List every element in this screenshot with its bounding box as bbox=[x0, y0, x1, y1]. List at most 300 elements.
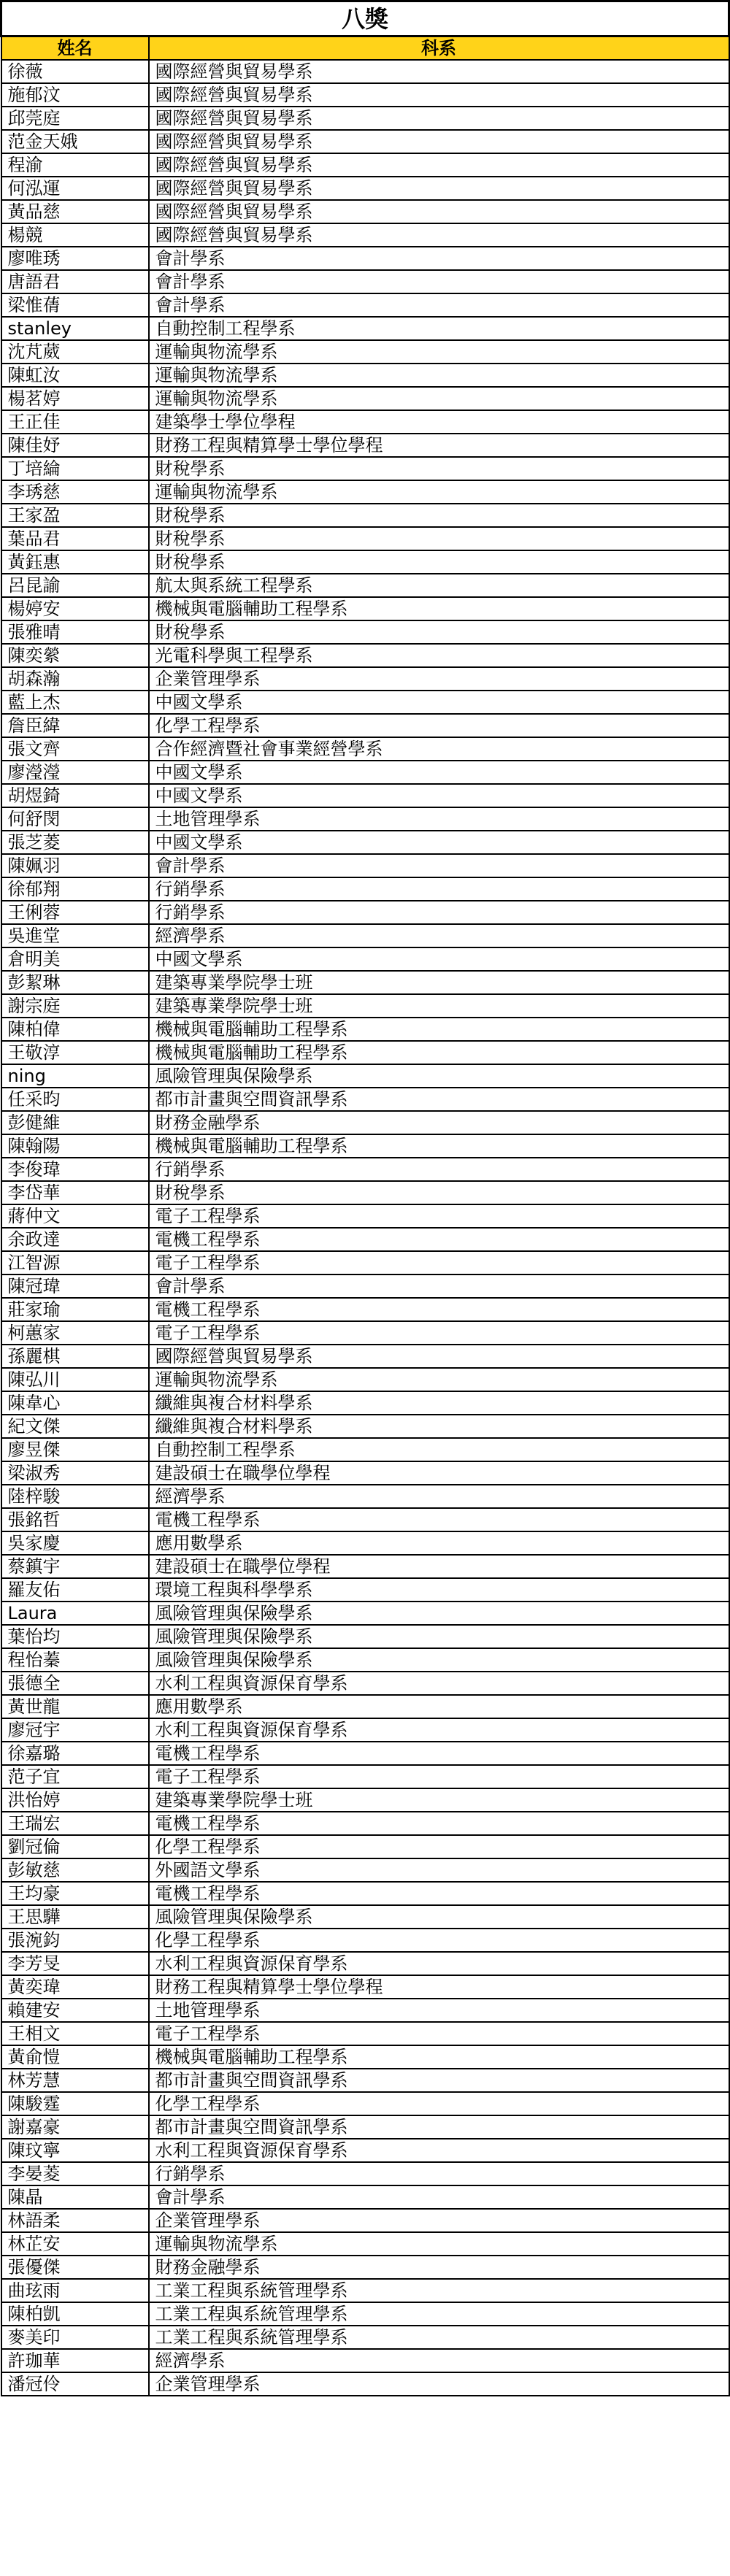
table-row bbox=[1, 971, 729, 994]
table-row bbox=[1, 947, 729, 971]
table-row bbox=[1, 1461, 729, 1485]
table-row bbox=[1, 2232, 729, 2256]
dept-cell: 電子工程學系 bbox=[149, 2022, 729, 2045]
table-row bbox=[1, 901, 729, 924]
dept-cell: 企業管理學系 bbox=[149, 2209, 729, 2232]
table-row bbox=[1, 807, 729, 831]
table-row bbox=[1, 761, 729, 784]
dept-cell: 建設碩士在職學位學程 bbox=[149, 1461, 729, 1485]
table-row bbox=[1, 1975, 729, 1999]
name-cell: 黃鈺惠 bbox=[1, 550, 149, 574]
name-cell: 陳韋心 bbox=[1, 1391, 149, 1415]
title-row bbox=[1, 1, 729, 36]
name-cell: 葉怡均 bbox=[1, 1625, 149, 1648]
table-row bbox=[1, 1742, 729, 1765]
table-row bbox=[1, 877, 729, 901]
name-cell: 楊茗婷 bbox=[1, 387, 149, 410]
dept-cell: 工業工程與系統管理學系 bbox=[149, 2279, 729, 2302]
name-cell: 潘冠伶 bbox=[1, 2372, 149, 2396]
table-row bbox=[1, 527, 729, 550]
name-cell: 范子宜 bbox=[1, 1765, 149, 1788]
dept-cell: 運輸與物流學系 bbox=[149, 480, 729, 504]
dept-cell: 財務金融學系 bbox=[149, 1111, 729, 1134]
dept-cell: 水利工程與資源保育學系 bbox=[149, 1718, 729, 1742]
name-cell: 孫麗棋 bbox=[1, 1345, 149, 1368]
dept-cell: 企業管理學系 bbox=[149, 667, 729, 691]
header-dept: 科系 bbox=[149, 36, 729, 61]
table-row bbox=[1, 130, 729, 153]
name-cell: 羅友佑 bbox=[1, 1578, 149, 1602]
name-cell: 林芷安 bbox=[1, 2232, 149, 2256]
name-cell: 葉品君 bbox=[1, 527, 149, 550]
name-cell: 倉明美 bbox=[1, 947, 149, 971]
dept-cell: 合作經濟暨社會事業經營學系 bbox=[149, 737, 729, 761]
dept-cell: 光電科學與工程學系 bbox=[149, 644, 729, 667]
table-row bbox=[1, 1578, 729, 1602]
dept-cell: 財務工程與精算學士學位學程 bbox=[149, 1975, 729, 1999]
table-row bbox=[1, 247, 729, 270]
dept-cell: 會計學系 bbox=[149, 854, 729, 877]
table-row bbox=[1, 1415, 729, 1438]
dept-cell: 運輸與物流學系 bbox=[149, 2232, 729, 2256]
dept-cell: 電子工程學系 bbox=[149, 1251, 729, 1274]
table-row bbox=[1, 620, 729, 644]
table-row bbox=[1, 83, 729, 107]
table-row bbox=[1, 1648, 729, 1672]
dept-cell: 水利工程與資源保育學系 bbox=[149, 2139, 729, 2162]
table-row bbox=[1, 1251, 729, 1274]
dept-cell: 外國語文學系 bbox=[149, 1858, 729, 1882]
name-cell: 李琇慈 bbox=[1, 480, 149, 504]
dept-cell: 國際經營與貿易學系 bbox=[149, 1345, 729, 1368]
dept-cell: 會計學系 bbox=[149, 2185, 729, 2209]
name-cell: 陳柏凱 bbox=[1, 2302, 149, 2326]
dept-cell: 航太與系統工程學系 bbox=[149, 574, 729, 597]
name-cell: 王正佳 bbox=[1, 410, 149, 434]
table-row bbox=[1, 1018, 729, 1041]
name-cell: 柯蕙家 bbox=[1, 1321, 149, 1345]
table-row bbox=[1, 1111, 729, 1134]
table-row bbox=[1, 2045, 729, 2069]
name-cell: 陳虹汝 bbox=[1, 364, 149, 387]
dept-cell: 會計學系 bbox=[149, 293, 729, 317]
dept-cell: 經濟學系 bbox=[149, 924, 729, 947]
table-row bbox=[1, 1695, 729, 1718]
dept-cell: 中國文學系 bbox=[149, 691, 729, 714]
dept-cell: 機械與電腦輔助工程學系 bbox=[149, 1018, 729, 1041]
dept-cell: 化學工程學系 bbox=[149, 1929, 729, 1952]
dept-cell: 建築專業學院學士班 bbox=[149, 994, 729, 1018]
dept-cell: 中國文學系 bbox=[149, 831, 729, 854]
dept-cell: 財稅學系 bbox=[149, 1181, 729, 1204]
dept-cell: 國際經營與貿易學系 bbox=[149, 130, 729, 153]
table-row bbox=[1, 340, 729, 364]
table-row bbox=[1, 1181, 729, 1204]
table-row bbox=[1, 1274, 729, 1298]
table-row bbox=[1, 737, 729, 761]
name-cell: 張涴鈞 bbox=[1, 1929, 149, 1952]
table-row bbox=[1, 410, 729, 434]
dept-cell: 機械與電腦輔助工程學系 bbox=[149, 2045, 729, 2069]
dept-cell: 行銷學系 bbox=[149, 1158, 729, 1181]
name-cell: 徐嘉璐 bbox=[1, 1742, 149, 1765]
name-cell: 黃品慈 bbox=[1, 200, 149, 223]
dept-cell: 財稅學系 bbox=[149, 550, 729, 574]
dept-cell: 運輸與物流學系 bbox=[149, 387, 729, 410]
name-cell: 徐郁翔 bbox=[1, 877, 149, 901]
dept-cell: 國際經營與貿易學系 bbox=[149, 153, 729, 177]
name-cell: 吳進堂 bbox=[1, 924, 149, 947]
table-row bbox=[1, 177, 729, 200]
name-cell: 莊家瑜 bbox=[1, 1298, 149, 1321]
dept-cell: 會計學系 bbox=[149, 270, 729, 293]
dept-cell: 風險管理與保險學系 bbox=[149, 1905, 729, 1929]
dept-cell: 機械與電腦輔助工程學系 bbox=[149, 1134, 729, 1158]
table-row bbox=[1, 1298, 729, 1321]
table-row bbox=[1, 1368, 729, 1391]
dept-cell: 財稅學系 bbox=[149, 504, 729, 527]
dept-cell: 會計學系 bbox=[149, 1274, 729, 1298]
table-row bbox=[1, 2022, 729, 2045]
name-cell: 王相文 bbox=[1, 2022, 149, 2045]
dept-cell: 電子工程學系 bbox=[149, 1765, 729, 1788]
dept-cell: 建設碩士在職學位學程 bbox=[149, 1555, 729, 1578]
name-cell: 王瑞宏 bbox=[1, 1812, 149, 1835]
name-cell: 張優傑 bbox=[1, 2256, 149, 2279]
dept-cell: 中國文學系 bbox=[149, 947, 729, 971]
table-row bbox=[1, 1718, 729, 1742]
dept-cell: 水利工程與資源保育學系 bbox=[149, 1952, 729, 1975]
dept-cell: 環境工程與科學學系 bbox=[149, 1578, 729, 1602]
dept-cell: 工業工程與系統管理學系 bbox=[149, 2326, 729, 2349]
name-cell: 詹臣緯 bbox=[1, 714, 149, 737]
name-cell: 廖冠宇 bbox=[1, 1718, 149, 1742]
table-row bbox=[1, 2326, 729, 2349]
table-row bbox=[1, 597, 729, 620]
dept-cell: 國際經營與貿易學系 bbox=[149, 107, 729, 130]
name-cell: 程怡蓁 bbox=[1, 1648, 149, 1672]
name-cell: 廖瀅瀅 bbox=[1, 761, 149, 784]
table-row bbox=[1, 1999, 729, 2022]
table-row bbox=[1, 2185, 729, 2209]
dept-cell: 財稅學系 bbox=[149, 620, 729, 644]
table-row bbox=[1, 644, 729, 667]
name-cell: 紀文傑 bbox=[1, 1415, 149, 1438]
dept-cell: 運輸與物流學系 bbox=[149, 1368, 729, 1391]
name-cell: 劉冠倫 bbox=[1, 1835, 149, 1858]
dept-cell: 經濟學系 bbox=[149, 1485, 729, 1508]
table-row bbox=[1, 387, 729, 410]
table-row bbox=[1, 2302, 729, 2326]
dept-cell: 應用數學系 bbox=[149, 1531, 729, 1555]
name-cell: 廖昱傑 bbox=[1, 1438, 149, 1461]
dept-cell: 都市計畫與空間資訊學系 bbox=[149, 2115, 729, 2139]
name-cell: 陳玟寧 bbox=[1, 2139, 149, 2162]
table-row bbox=[1, 223, 729, 247]
dept-cell: 行銷學系 bbox=[149, 901, 729, 924]
name-cell: 曲玹雨 bbox=[1, 2279, 149, 2302]
table-row bbox=[1, 550, 729, 574]
dept-cell: 建築專業學院學士班 bbox=[149, 971, 729, 994]
table-row bbox=[1, 1391, 729, 1415]
table-row bbox=[1, 1882, 729, 1905]
name-cell: 廖唯琇 bbox=[1, 247, 149, 270]
dept-cell: 財務工程與精算學士學位學程 bbox=[149, 434, 729, 457]
name-cell: 王思驊 bbox=[1, 1905, 149, 1929]
dept-cell: 經濟學系 bbox=[149, 2349, 729, 2372]
name-cell: 楊競 bbox=[1, 223, 149, 247]
table-row bbox=[1, 504, 729, 527]
dept-cell: 財務金融學系 bbox=[149, 2256, 729, 2279]
name-cell: 唐語君 bbox=[1, 270, 149, 293]
table-row bbox=[1, 1555, 729, 1578]
name-cell: 王敬淳 bbox=[1, 1041, 149, 1064]
table-row bbox=[1, 2372, 729, 2396]
table-row bbox=[1, 60, 729, 83]
header-row bbox=[1, 36, 729, 61]
table-row bbox=[1, 1672, 729, 1695]
dept-cell: 風險管理與保險學系 bbox=[149, 1064, 729, 1088]
name-cell: 任采昀 bbox=[1, 1088, 149, 1111]
name-cell: 林芳慧 bbox=[1, 2069, 149, 2092]
table-row bbox=[1, 1905, 729, 1929]
dept-cell: 都市計畫與空間資訊學系 bbox=[149, 1088, 729, 1111]
name-cell: 陳冠瑋 bbox=[1, 1274, 149, 1298]
table-row bbox=[1, 480, 729, 504]
name-cell: 李俊瑋 bbox=[1, 1158, 149, 1181]
name-cell: Laura bbox=[1, 1602, 149, 1625]
table-row bbox=[1, 1064, 729, 1088]
dept-cell: 土地管理學系 bbox=[149, 1999, 729, 2022]
table-row bbox=[1, 2139, 729, 2162]
table-row bbox=[1, 854, 729, 877]
name-cell: 陳奕縈 bbox=[1, 644, 149, 667]
dept-cell: 風險管理與保險學系 bbox=[149, 1602, 729, 1625]
name-cell: 林語柔 bbox=[1, 2209, 149, 2232]
name-cell: 王俐蓉 bbox=[1, 901, 149, 924]
name-cell: 張芝菱 bbox=[1, 831, 149, 854]
dept-cell: 建築學士學位學程 bbox=[149, 410, 729, 434]
dept-cell: 運輸與物流學系 bbox=[149, 364, 729, 387]
dept-cell: 電子工程學系 bbox=[149, 1204, 729, 1228]
sheet-title: 八獎 bbox=[1, 1, 729, 36]
dept-cell: 行銷學系 bbox=[149, 2162, 729, 2185]
dept-cell: 中國文學系 bbox=[149, 784, 729, 807]
name-cell: 江智源 bbox=[1, 1251, 149, 1274]
name-cell: 呂昆諭 bbox=[1, 574, 149, 597]
dept-cell: 土地管理學系 bbox=[149, 807, 729, 831]
table-row bbox=[1, 2092, 729, 2115]
table-row bbox=[1, 2279, 729, 2302]
table-row bbox=[1, 457, 729, 480]
name-cell: 沈芃葳 bbox=[1, 340, 149, 364]
name-cell: ning bbox=[1, 1064, 149, 1088]
dept-cell: 建築專業學院學士班 bbox=[149, 1788, 729, 1812]
dept-cell: 化學工程學系 bbox=[149, 714, 729, 737]
dept-cell: 運輸與物流學系 bbox=[149, 340, 729, 364]
dept-cell: 電機工程學系 bbox=[149, 1812, 729, 1835]
name-cell: 梁淑秀 bbox=[1, 1461, 149, 1485]
name-cell: 胡森瀚 bbox=[1, 667, 149, 691]
dept-cell: 電子工程學系 bbox=[149, 1321, 729, 1345]
name-cell: 何泓運 bbox=[1, 177, 149, 200]
dept-cell: 電機工程學系 bbox=[149, 1228, 729, 1251]
table-row bbox=[1, 1134, 729, 1158]
name-cell: 蔡鎮宇 bbox=[1, 1555, 149, 1578]
name-cell: 王均豪 bbox=[1, 1882, 149, 1905]
name-cell: 陸梓駿 bbox=[1, 1485, 149, 1508]
name-cell: 范金天娥 bbox=[1, 130, 149, 153]
table-row bbox=[1, 317, 729, 340]
dept-cell: 電機工程學系 bbox=[149, 1882, 729, 1905]
name-cell: 張雅晴 bbox=[1, 620, 149, 644]
table-row bbox=[1, 1929, 729, 1952]
name-cell: stanley bbox=[1, 317, 149, 340]
dept-cell: 電機工程學系 bbox=[149, 1742, 729, 1765]
name-cell: 胡煜錡 bbox=[1, 784, 149, 807]
name-cell: 黃世龍 bbox=[1, 1695, 149, 1718]
name-cell: 謝嘉豪 bbox=[1, 2115, 149, 2139]
dept-cell: 電機工程學系 bbox=[149, 1508, 729, 1531]
name-cell: 藍上杰 bbox=[1, 691, 149, 714]
name-cell: 彭敏慈 bbox=[1, 1858, 149, 1882]
dept-cell: 應用數學系 bbox=[149, 1695, 729, 1718]
table-row bbox=[1, 153, 729, 177]
table-row bbox=[1, 2069, 729, 2092]
table-row bbox=[1, 2349, 729, 2372]
table-row bbox=[1, 831, 729, 854]
table-row bbox=[1, 107, 729, 130]
table-row bbox=[1, 1088, 729, 1111]
table-row bbox=[1, 1345, 729, 1368]
name-cell: 麥美印 bbox=[1, 2326, 149, 2349]
dept-cell: 電機工程學系 bbox=[149, 1298, 729, 1321]
name-cell: 陳佳妤 bbox=[1, 434, 149, 457]
name-cell: 洪怡婷 bbox=[1, 1788, 149, 1812]
name-cell: 賴建安 bbox=[1, 1999, 149, 2022]
dept-cell: 中國文學系 bbox=[149, 761, 729, 784]
dept-cell: 都市計畫與空間資訊學系 bbox=[149, 2069, 729, 2092]
dept-cell: 國際經營與貿易學系 bbox=[149, 60, 729, 83]
table-row bbox=[1, 1321, 729, 1345]
name-cell: 何舒閔 bbox=[1, 807, 149, 831]
name-cell: 黃俞愷 bbox=[1, 2045, 149, 2069]
name-cell: 蔣仲文 bbox=[1, 1204, 149, 1228]
table-row bbox=[1, 574, 729, 597]
dept-cell: 機械與電腦輔助工程學系 bbox=[149, 597, 729, 620]
table-row bbox=[1, 270, 729, 293]
dept-cell: 纖維與複合材料學系 bbox=[149, 1391, 729, 1415]
table-row bbox=[1, 714, 729, 737]
name-cell: 彭健維 bbox=[1, 1111, 149, 1134]
dept-cell: 機械與電腦輔助工程學系 bbox=[149, 1041, 729, 1064]
name-cell: 楊婷安 bbox=[1, 597, 149, 620]
table-row bbox=[1, 1952, 729, 1975]
name-cell: 李芳旻 bbox=[1, 1952, 149, 1975]
dept-cell: 自動控制工程學系 bbox=[149, 1438, 729, 1461]
table-row bbox=[1, 434, 729, 457]
dept-cell: 自動控制工程學系 bbox=[149, 317, 729, 340]
dept-cell: 纖維與複合材料學系 bbox=[149, 1415, 729, 1438]
table-row bbox=[1, 1228, 729, 1251]
name-cell: 陳姵羽 bbox=[1, 854, 149, 877]
dept-cell: 化學工程學系 bbox=[149, 1835, 729, 1858]
table-row bbox=[1, 1531, 729, 1555]
table-row bbox=[1, 1788, 729, 1812]
dept-cell: 工業工程與系統管理學系 bbox=[149, 2302, 729, 2326]
name-cell: 陳弘川 bbox=[1, 1368, 149, 1391]
dept-cell: 國際經營與貿易學系 bbox=[149, 177, 729, 200]
name-cell: 張文齊 bbox=[1, 737, 149, 761]
table-row bbox=[1, 200, 729, 223]
name-cell: 丁培綸 bbox=[1, 457, 149, 480]
name-cell: 陳柏偉 bbox=[1, 1018, 149, 1041]
name-cell: 余政達 bbox=[1, 1228, 149, 1251]
name-cell: 許珈華 bbox=[1, 2349, 149, 2372]
name-cell: 張銘哲 bbox=[1, 1508, 149, 1531]
name-cell: 李岱華 bbox=[1, 1181, 149, 1204]
dept-cell: 風險管理與保險學系 bbox=[149, 1648, 729, 1672]
name-cell: 吳家慶 bbox=[1, 1531, 149, 1555]
table-row bbox=[1, 364, 729, 387]
name-cell: 彭絜琳 bbox=[1, 971, 149, 994]
name-cell: 陳晶 bbox=[1, 2185, 149, 2209]
name-cell: 張德全 bbox=[1, 1672, 149, 1695]
table-row bbox=[1, 293, 729, 317]
table-row bbox=[1, 1602, 729, 1625]
dept-cell: 國際經營與貿易學系 bbox=[149, 200, 729, 223]
header-name: 姓名 bbox=[1, 36, 149, 61]
table-row bbox=[1, 994, 729, 1018]
name-cell: 徐薇 bbox=[1, 60, 149, 83]
dept-cell: 財稅學系 bbox=[149, 457, 729, 480]
name-cell: 謝宗庭 bbox=[1, 994, 149, 1018]
dept-cell: 行銷學系 bbox=[149, 877, 729, 901]
name-cell: 陳駿霆 bbox=[1, 2092, 149, 2115]
dept-cell: 財稅學系 bbox=[149, 527, 729, 550]
table-row bbox=[1, 2162, 729, 2185]
name-cell: 施郁汶 bbox=[1, 83, 149, 107]
table-row bbox=[1, 667, 729, 691]
name-cell: 邱莞庭 bbox=[1, 107, 149, 130]
dept-cell: 化學工程學系 bbox=[149, 2092, 729, 2115]
dept-cell: 企業管理學系 bbox=[149, 2372, 729, 2396]
table-row bbox=[1, 924, 729, 947]
name-cell: 陳翰陽 bbox=[1, 1134, 149, 1158]
dept-cell: 水利工程與資源保育學系 bbox=[149, 1672, 729, 1695]
name-cell: 李晏菱 bbox=[1, 2162, 149, 2185]
table-row bbox=[1, 1041, 729, 1064]
table-row bbox=[1, 1485, 729, 1508]
table-row bbox=[1, 691, 729, 714]
table-row bbox=[1, 1765, 729, 1788]
dept-cell: 風險管理與保險學系 bbox=[149, 1625, 729, 1648]
table-row bbox=[1, 1158, 729, 1181]
table-row bbox=[1, 1812, 729, 1835]
name-cell: 王家盈 bbox=[1, 504, 149, 527]
table-row bbox=[1, 1438, 729, 1461]
table-row bbox=[1, 1835, 729, 1858]
table-row bbox=[1, 1204, 729, 1228]
name-cell: 程渝 bbox=[1, 153, 149, 177]
table-row bbox=[1, 2209, 729, 2232]
dept-cell: 國際經營與貿易學系 bbox=[149, 223, 729, 247]
table-body bbox=[1, 60, 729, 2396]
table-row bbox=[1, 784, 729, 807]
table-row bbox=[1, 1625, 729, 1648]
name-cell: 梁惟蒨 bbox=[1, 293, 149, 317]
table-row bbox=[1, 2115, 729, 2139]
